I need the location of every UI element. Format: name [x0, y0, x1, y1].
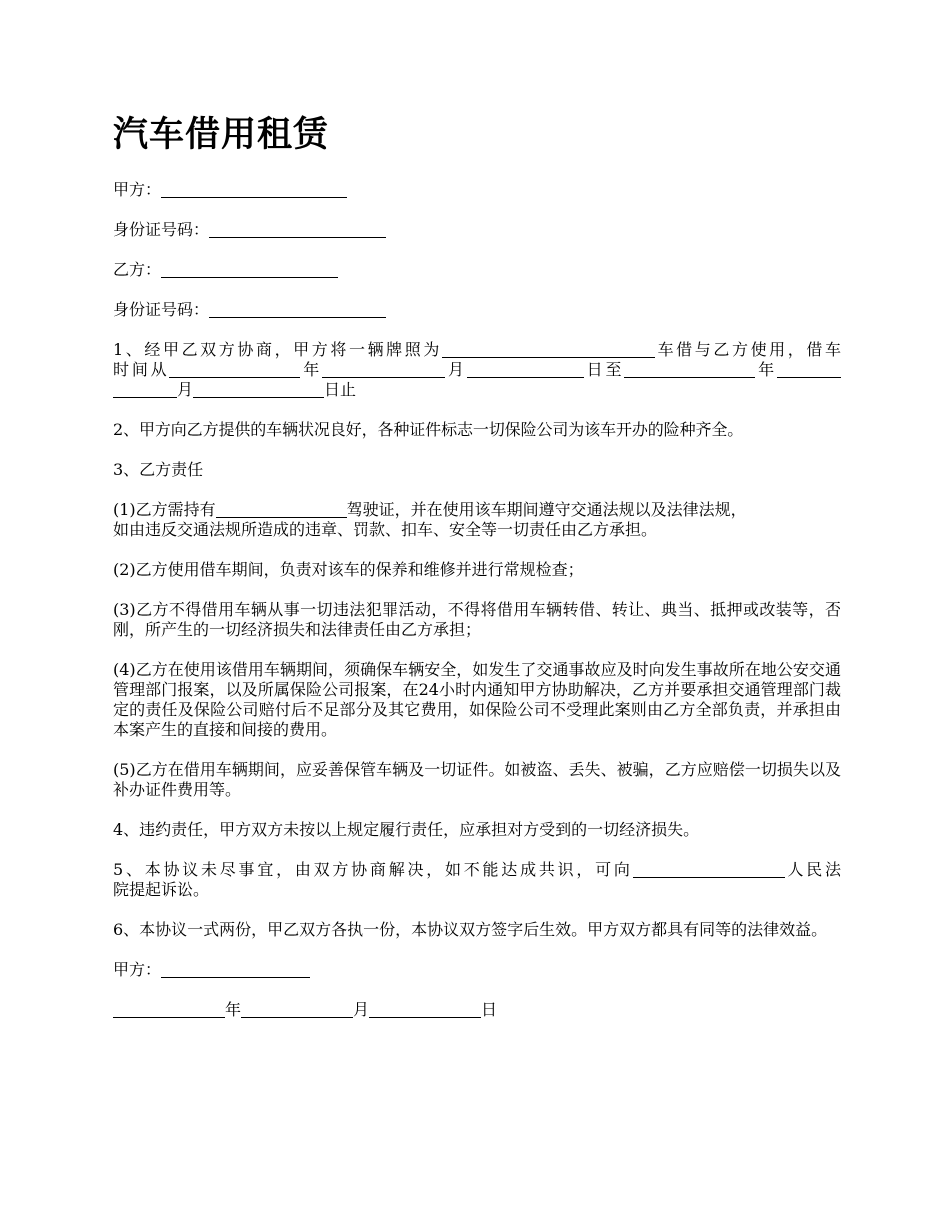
- party-b-id-blank: [209, 301, 386, 318]
- clause-3-1: [113, 500, 841, 540]
- clause-5-line-2: 院提起诉讼。: [113, 880, 210, 899]
- clause-5-text-b: 人民法: [784, 860, 841, 879]
- party-b-id-line: [113, 300, 841, 320]
- party-a-blank: [161, 181, 347, 198]
- clause-1-year-2: 年: [755, 360, 777, 379]
- date-year-blank: [113, 1001, 225, 1018]
- clause-3-5: (5)乙方在借用车辆期间，应妥善保管车辆及一切证件。如被盗、丢失、被骗，乙方应赔偿一切损失以及补办证件费用等。: [113, 760, 841, 799]
- contract-document: [113, 108, 841, 1040]
- signature-blank: [161, 961, 310, 978]
- clause-5-line-1: [113, 860, 841, 880]
- sign-label: 甲方：: [113, 960, 162, 979]
- date-month-blank: [241, 1001, 353, 1018]
- party-b-blank: [161, 261, 338, 278]
- party-a-line: [113, 180, 841, 200]
- clause-2: 2、甲方向乙方提供的车辆状况良好，各种证件标志一切保险公司为该车开办的险种齐全。: [113, 420, 744, 439]
- date-line: [113, 1000, 841, 1020]
- clause-4: 4、违约责任，甲方双方未按以上规定履行责任，应承担对方受到的一切经济损失。: [113, 820, 700, 839]
- start-year-blank: [169, 361, 300, 378]
- clause-5-text-a: 5、本协议未尽事宜，由双方协商解决，如不能达成共识，可向: [113, 860, 633, 879]
- end-day-blank: [193, 381, 324, 398]
- end-month-blank-a: [777, 361, 841, 378]
- court-blank: [633, 861, 785, 878]
- license-blank: [216, 501, 347, 518]
- page-title: 汽车借用租赁: [113, 115, 330, 155]
- clause-1: [113, 340, 841, 400]
- party-a-label: 甲方：: [113, 180, 162, 199]
- clause-3-1-text-a: (1)乙方需持有: [113, 500, 216, 519]
- clause-1-month-2: 月: [177, 380, 194, 399]
- clause-1-text-a: 1、经甲乙双方协商，甲方将一辆牌照为: [113, 340, 442, 359]
- clause-1-month: 月: [445, 360, 467, 379]
- clause-3-1-line-2: 如由违反交通法规所造成的违章、罚款、扣车、安全等一切责任由乙方承担。: [113, 520, 658, 539]
- signature-line: [113, 960, 841, 980]
- clause-1-line-2: [113, 360, 841, 380]
- end-year-blank: [624, 361, 755, 378]
- date-day-blank: [369, 1001, 481, 1018]
- clause-1-text-b: 车借与乙方使用，借车: [654, 340, 841, 359]
- clause-1-line-3: [113, 380, 841, 400]
- clause-3-1-text-b: 驾驶证，并在使用该车期间遵守交通法规以及法律法规，: [346, 500, 747, 519]
- party-a-id-blank: [209, 221, 386, 238]
- plate-blank: [442, 341, 655, 358]
- clause-3-title: 3、乙方责任: [113, 460, 204, 479]
- clause-1-day-to: 日至: [583, 360, 625, 379]
- id-label-a: 身份证号码：: [113, 220, 210, 239]
- start-month-blank: [322, 361, 445, 378]
- clause-3-4: (4)乙方在使用该借用车辆期间，须确保车辆安全，如发生了交通事故应及时向发生事故所在地公安交通管理部门报案，以及所属保险公司报案，在24小时内通知甲方协助解决，乙方并要承担交通管理部门裁定的责任及保险公司赔付后不足部分及其它费用，如保险公司不受理此案则由乙方全部负责，并承担由本案产生的直接和间接的费用。: [113, 660, 841, 739]
- date-month-label: 月: [353, 1000, 370, 1019]
- clause-1-year: 年: [300, 360, 323, 379]
- clause-3-2: (2)乙方使用借车期间，负责对该车的保养和维修并进行常规检查；: [113, 560, 584, 579]
- end-month-blank-b: [113, 381, 177, 398]
- party-b-label: 乙方：: [113, 260, 162, 279]
- date-year-label: 年: [225, 1000, 242, 1019]
- party-b-line: [113, 260, 841, 280]
- clause-3-3: (3)乙方不得借用车辆从事一切违法犯罪活动，不得将借用车辆转借、转让、典当、抵押或改装等，否刚，所产生的一切经济损失和法律责任由乙方承担；: [113, 600, 841, 639]
- clause-3-1-line-1: [113, 500, 841, 520]
- party-a-id-line: [113, 220, 841, 240]
- clause-1-day-end: 日止: [324, 380, 357, 399]
- clause-1-time-from: 时间从: [113, 360, 170, 379]
- start-day-blank: [467, 361, 584, 378]
- date-day-label: 日: [481, 1000, 498, 1019]
- clause-1-line-1: [113, 340, 841, 360]
- id-label-b: 身份证号码：: [113, 300, 210, 319]
- clause-6: 6、本协议一式两份，甲乙双方各执一份，本协议双方签字后生效。甲方双方都具有同等的法律效益。: [113, 920, 828, 939]
- clause-5: [113, 860, 841, 900]
